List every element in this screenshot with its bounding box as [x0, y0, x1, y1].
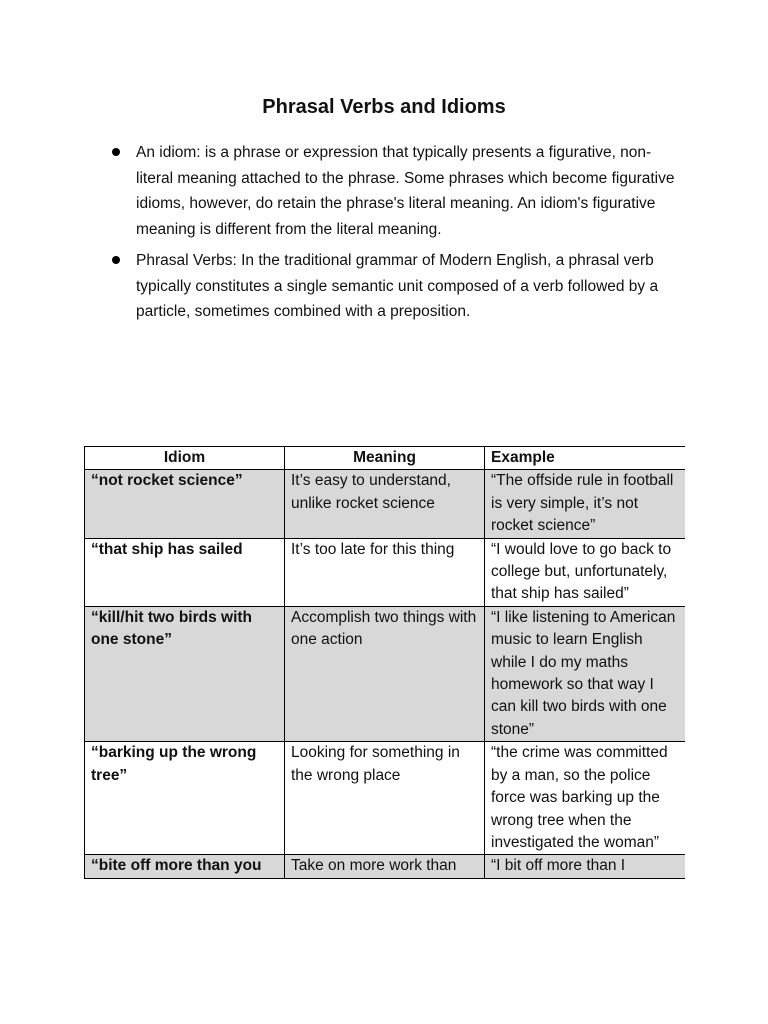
bullet-icon: [112, 256, 120, 264]
table-row: [85, 855, 686, 878]
idiom-cell: “barking up the wrong tree”: [85, 742, 285, 855]
meaning-cell: Accomplish two things with one action: [285, 606, 485, 741]
table-row: [85, 538, 686, 606]
example-cell: “I bit off more than I: [485, 855, 686, 878]
column-header-idiom: Idiom: [85, 447, 285, 470]
table-row: [85, 742, 686, 855]
example-cell: “the crime was committed by a man, so the police force was barking up the wrong tree when the investigated the woman”: [485, 742, 686, 855]
meaning-cell: It’s easy to understand, unlike rocket science: [285, 470, 485, 538]
idiom-definition: An idiom: is a phrase or expression that typically presents a figurative, non-literal meaning attached to the phrase. Some phrases which become figurative idioms, however, do retain the phrase's literal meaning. An idiom's figurative meaning is different from the literal meaning.: [136, 144, 675, 238]
meaning-cell: It’s too late for this thing: [285, 538, 485, 606]
idioms-table-container: [84, 446, 685, 920]
phrasal-verb-definition: Phrasal Verbs: In the traditional grammar of Modern English, a phrasal verb typically constitutes a single semantic unit composed of a verb followed by a particle, sometimes combined with a preposition.: [136, 252, 659, 320]
page-title: Phrasal Verbs and Idioms: [262, 96, 506, 118]
table-row: [85, 606, 686, 741]
table-row: [85, 470, 686, 538]
column-header-meaning: Meaning: [285, 447, 485, 470]
bullet-icon: [112, 148, 120, 156]
idioms-table: [84, 446, 685, 879]
idiom-cell: “that ship has sailed: [85, 538, 285, 606]
column-header-example: Example: [485, 447, 686, 470]
meaning-cell: Looking for something in the wrong place: [285, 742, 485, 855]
example-cell: “The offside rule in football is very simple, it’s not rocket science”: [485, 470, 686, 538]
list-item: [108, 248, 678, 325]
idiom-cell: “bite off more than you: [85, 855, 285, 878]
definition-list: [108, 140, 678, 331]
idiom-cell: “not rocket science”: [85, 470, 285, 538]
example-cell: “I would love to go back to college but, unfortunately, that ship has sailed”: [485, 538, 686, 606]
idiom-cell: “kill/hit two birds with one stone”: [85, 606, 285, 741]
meaning-cell: Take on more work than: [285, 855, 485, 878]
table-header-row: [85, 447, 686, 470]
example-cell: “I like listening to American music to learn English while I do my maths homework so that way I can kill two birds with one stone”: [485, 606, 686, 741]
list-item: [108, 140, 678, 242]
